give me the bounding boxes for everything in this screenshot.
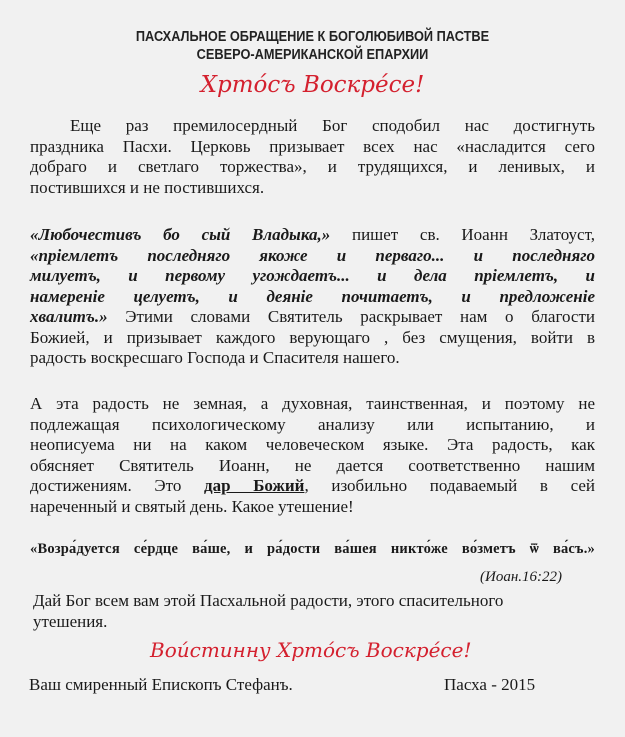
slavonic-quote: «Возра́дуется се́рдце ва́ше, и ра́дости ва́шея никто́же во́зметъ ѿ ва́съ.»	[30, 541, 595, 557]
text: пишет св. Иоанн Златоуст,	[330, 225, 595, 244]
response-truly-risen: Вои́стинну Хрто́съ Воскре́се!	[150, 638, 472, 662]
greeting-christ-is-risen: Хрто́съ Воскре́се!	[200, 72, 425, 98]
text-line: «пріемлетъ последняго якоже и перваго... и последняго	[30, 245, 595, 265]
text-line: Дай Бог всем вам этой Пасхальной радости, этого спасительного	[33, 591, 504, 610]
paragraph-3	[30, 394, 595, 517]
text: , изобильно подаваемый в сей	[304, 476, 595, 495]
text-line: неописуема ни на каком человеческом языке. Эта радость, как	[30, 435, 595, 454]
text-line: Божией, и призывает каждого верующаго , без смущения, войти в	[30, 327, 595, 347]
text-line: праздника Пасхи. Церковь призывает всех нас «насладится сего	[30, 136, 595, 156]
text-line: обясняет Святитель Иоанн, не дается соответственно нашим	[30, 455, 595, 475]
signature-name: Ваш смиренный Епископъ Стефанъ.	[29, 675, 293, 694]
text-line	[30, 476, 595, 497]
title-line-1: ПАСХАЛЬНОЕ ОБРАЩЕНИЕ К БОГОЛЮБИВОЙ ПАСТВЕ	[135, 29, 490, 45]
scripture-reference: (Иоан.16:22)	[480, 569, 563, 585]
text-line: Еще раз премилосердный Бог сподобил нас достигнуть	[70, 116, 595, 135]
text-line: нареченный и святый день. Какое утешение!	[30, 496, 354, 516]
text-line: милуетъ, и первому угождаетъ... и дела пріемлетъ, и	[30, 266, 595, 285]
text-line: постившихся и не постившихся.	[30, 177, 265, 197]
signature-date: Пасха - 2015	[444, 675, 536, 694]
gift-of-god-emphasis: дар Божий	[203, 476, 305, 495]
quote-italic: хвалитъ.»	[30, 307, 108, 326]
text-line: радость воскресшаго Господа и Спасителя нашего.	[30, 348, 400, 367]
text-line: намереніе целуетъ, и деяніе почитаетъ, и предложеніе	[30, 286, 595, 306]
text-line: утешения.	[33, 611, 108, 631]
closing-paragraph	[33, 591, 598, 632]
text-line: добраго и светлаго торжества», и трудящихся, и ленивых, и	[30, 157, 595, 176]
paragraph-2	[30, 225, 595, 369]
text: достижениям. Это	[30, 476, 204, 495]
text-line: А эта радость не земная, а духовная, таинственная, и поэтому не	[30, 394, 595, 413]
paragraph-1	[30, 116, 595, 198]
text: Этими словами Святитель раскрывает нам о благости	[107, 307, 595, 326]
title-line-2: СЕВЕРО-АМЕРИКАНСКОЙ ЕПАРХИИ	[196, 47, 429, 63]
quote-italic: «Любочестивъ бо сый Владыка,»	[30, 225, 331, 244]
text-line: подлежащая психологическому анализу или испытанию, и	[30, 414, 595, 434]
text-line	[30, 225, 595, 246]
text-line	[30, 307, 595, 328]
